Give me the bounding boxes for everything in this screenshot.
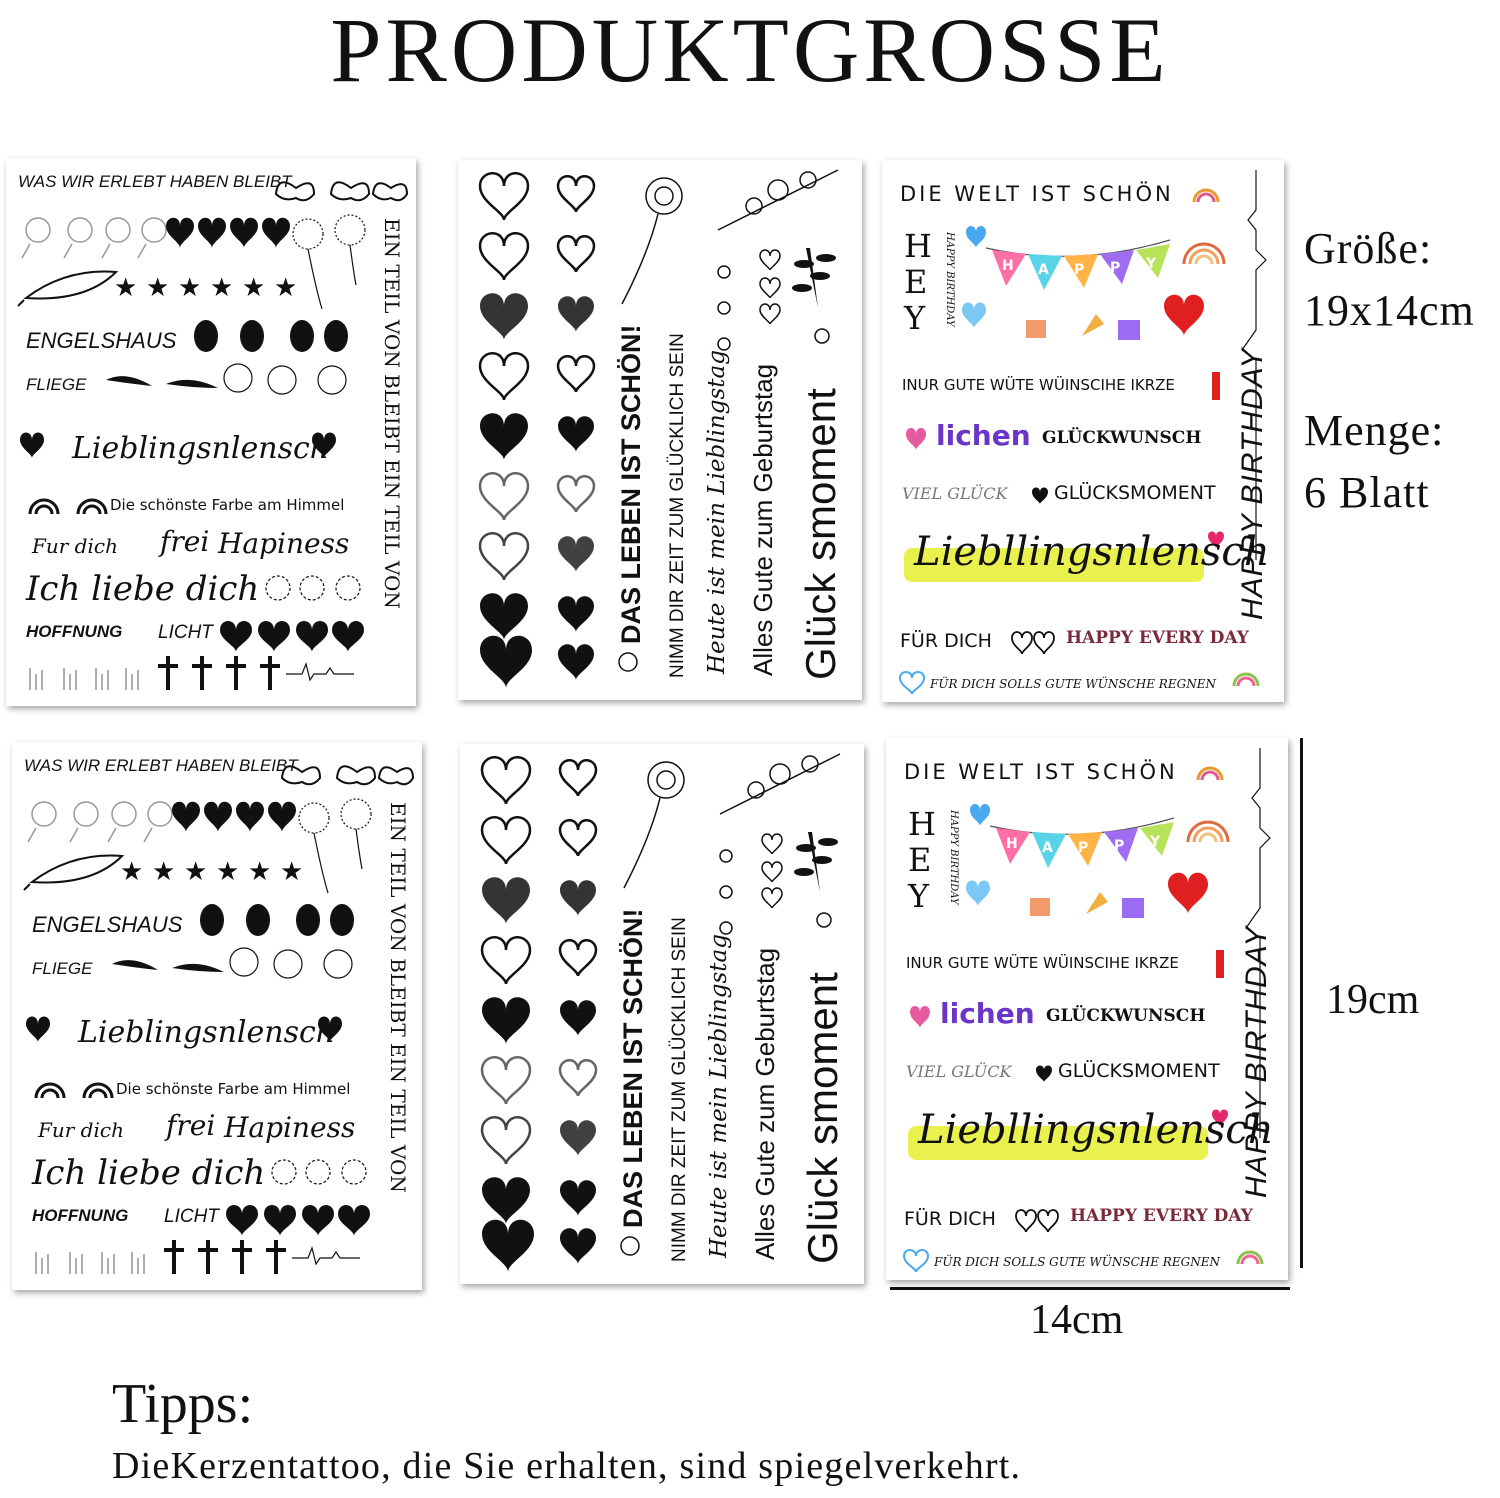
heart-outline-icon — [904, 1250, 928, 1272]
svg-text:★: ★ — [216, 857, 240, 887]
hey-letter: E — [908, 841, 932, 879]
sheet-text: VIEL GLÜCK — [902, 484, 1008, 503]
banner-letter: P — [1114, 838, 1125, 854]
hey-letter: H — [904, 227, 932, 265]
butterfly-icon — [276, 182, 407, 200]
sheet-vertical-text: Alles Gute zum Geburtstag — [750, 947, 780, 1260]
sheet-text: FLIEGE — [26, 375, 87, 394]
quantity-info — [1304, 400, 1444, 524]
grass-icon — [30, 668, 138, 690]
heart-icon — [906, 428, 926, 450]
leaf-branch-icon — [792, 248, 836, 308]
rose-icon — [624, 762, 684, 888]
sheet-text: VIEL GLÜCK — [906, 1062, 1012, 1081]
sheet-text: Fur dich — [38, 1118, 124, 1142]
cross-icon — [164, 1240, 286, 1274]
heart-icon — [1032, 488, 1048, 505]
sheet-text: Ich liebe dich — [32, 1153, 266, 1193]
bird-icon — [106, 376, 218, 388]
banner-letter: P — [1074, 262, 1085, 278]
sheet-text: Lieblingsnlensch — [72, 431, 330, 466]
sheet-vertical-text: Alles Gute zum Geburtstag — [748, 363, 778, 676]
rose-icon — [622, 178, 682, 304]
sheet-text: GLÜCKWUNSCH — [1046, 1006, 1206, 1026]
heart-icon — [480, 293, 594, 688]
sheet-text: GLÜCKSMOMENT — [1058, 1060, 1220, 1082]
sheet-text: GLÜCKSMOMENT — [1054, 482, 1216, 504]
banner-letter: Y — [1150, 834, 1161, 850]
sheet-text: frei — [160, 525, 210, 558]
sheet-vertical-text: Glück smoment — [799, 972, 846, 1264]
sheet-text: HOFFNUNG — [32, 1206, 129, 1225]
feather-icon — [18, 272, 116, 306]
svg-text:★: ★ — [120, 857, 144, 887]
size-value: 19x14cm — [1304, 286, 1475, 335]
heart-outline-icon — [1012, 632, 1054, 654]
rose-icon — [28, 802, 172, 842]
sheet-text: GLÜCKWUNSCH — [1042, 428, 1202, 448]
firework-icon — [266, 576, 360, 600]
tattoo-sheet-hearts-quotes — [460, 744, 864, 1284]
heartbeat-icon — [286, 664, 354, 680]
tattoo-sheet-hearts-quotes — [458, 160, 862, 700]
rainbow-icon — [30, 500, 106, 514]
party-popper-icon — [1082, 314, 1104, 336]
hey-stack — [908, 806, 938, 914]
svg-text:★: ★ — [248, 857, 272, 887]
sheet-text: frei — [166, 1109, 216, 1142]
banner-letter: P — [1110, 260, 1121, 276]
banner-letter: P — [1078, 840, 1089, 856]
sheet-text: lichen — [936, 419, 1031, 452]
heart-icon — [220, 621, 364, 652]
heart-outline-icon — [760, 250, 780, 324]
sheet-vertical-text: DAS LEBEN IST SCHÖN! — [616, 324, 646, 644]
height-label: 19cm — [1326, 977, 1420, 1023]
sheet-text: FÜR DICH — [900, 630, 992, 652]
width-dimension-line — [890, 1287, 1290, 1290]
sheet-text: ENGELSHAUS — [32, 912, 183, 937]
svg-text:★: ★ — [146, 273, 170, 303]
sheet-text: FLIEGE — [32, 959, 93, 978]
heart-icon — [970, 804, 990, 826]
sheet-vertical-text: Glück smoment — [797, 388, 844, 680]
rose-icon — [22, 218, 166, 258]
tips-text: DieKerzentattoo, die Sie erhalten, sind spiegelverkehrt. — [112, 1445, 1022, 1487]
heart-icon — [1164, 295, 1204, 336]
heart-icon — [910, 1006, 930, 1028]
quantity-label: Menge: — [1304, 406, 1445, 455]
hey-letter: Y — [908, 877, 930, 915]
gift-icon — [1118, 320, 1140, 340]
sheet-vertical-text: DAS LEBEN IST SCHÖN! — [618, 908, 648, 1228]
sheet-vertical-text: HAPPY BIRTHDAY — [944, 232, 955, 327]
sheet-text: WAS WIR ERLEBT HABEN BLEIBT — [24, 756, 298, 775]
flower-branch-icon — [720, 754, 840, 814]
party-popper-icon — [1086, 892, 1108, 914]
height-dimension-line — [1300, 738, 1303, 1268]
sheet-text: lichen — [940, 997, 1035, 1030]
banner-letter: Y — [1146, 256, 1157, 272]
dandelion-icon — [293, 215, 365, 309]
tattoo-sheet-color-birthday — [882, 160, 1284, 702]
cross-icon — [158, 656, 280, 690]
banner-letter: A — [1038, 262, 1049, 278]
sheet-vertical-text: NIMM DIR ZEIT ZUM GLÜCKLICH SEIN — [667, 333, 688, 678]
gift-icon — [1030, 898, 1050, 916]
svg-text:★: ★ — [274, 273, 298, 303]
sheet-vertical-text: EIN TEIL VON BLEIBT EIN TEIL VON — [380, 218, 404, 609]
sheet-vertical-text: HAPPY BIRTHDAY — [948, 810, 959, 905]
butterfly-icon — [282, 766, 413, 784]
hey-letter: Y — [904, 299, 926, 337]
heartbeat-icon — [292, 1248, 360, 1264]
page-title: PRODUKTGROSSE — [330, 0, 1170, 101]
sheet-text: HAPPY EVERY DAY — [1066, 628, 1249, 648]
sheet-text: INUR GUTE WÜTE WÜINSCIHE IKRZE — [902, 376, 1175, 394]
banner-letter: H — [1006, 836, 1018, 852]
quantity-value: 6 Blatt — [1304, 468, 1430, 517]
gift-icon — [1026, 320, 1046, 338]
svg-text:★: ★ — [114, 273, 138, 303]
star-icon — [114, 273, 297, 303]
banner-letter: H — [1002, 258, 1014, 274]
heart-icon — [226, 1205, 370, 1236]
svg-text:★: ★ — [280, 857, 304, 887]
sheet-text: FÜR DICH SOLLS GUTE WÜNSCHE REGNEN — [930, 677, 1216, 691]
sheet-text: ENGELSHAUS — [26, 328, 177, 353]
flower-branch-icon — [718, 170, 838, 230]
sheet-text: Liebllingsnlensch — [918, 1107, 1274, 1153]
feather-icon — [24, 856, 122, 890]
sheet-text: Ich liebe dich — [26, 569, 260, 609]
sheet-text: INUR GUTE WÜTE WÜINSCIHE IKRZE — [906, 954, 1179, 972]
svg-text:★: ★ — [152, 857, 176, 887]
tattoo-sheet-text-symbols — [12, 742, 422, 1290]
svg-text:★: ★ — [210, 273, 234, 303]
angel-icon — [200, 904, 354, 936]
sheet-text: DIE WELT IST SCHÖN — [900, 182, 1174, 206]
hey-letter: E — [904, 263, 928, 301]
sheet-text: Hapiness — [218, 527, 350, 560]
candle-icon — [1212, 372, 1220, 400]
heart-icon — [172, 802, 296, 832]
sheet-text: DIE WELT IST SCHÖN — [904, 760, 1178, 784]
sheet-text: Die schönste Farbe am Himmel — [116, 1080, 351, 1098]
tips-heading: Tipps: — [112, 1373, 254, 1435]
sheet-text: LICHT — [164, 1206, 219, 1227]
grass-icon — [36, 1252, 144, 1274]
sheet-vertical-text: NIMM DIR ZEIT ZUM GLÜCKLICH SEIN — [669, 917, 690, 1262]
heart-icon — [962, 303, 986, 329]
heart-icon — [482, 877, 596, 1272]
heart-icon — [966, 226, 986, 248]
heart-outline-icon — [900, 672, 924, 694]
sheet-vertical-text: Heute ist mein Lieblingstag — [706, 934, 732, 1258]
leaf-branch-icon — [794, 832, 838, 892]
sheet-text: HOFFNUNG — [26, 622, 123, 641]
rainbow-icon — [36, 1084, 112, 1098]
size-info — [1304, 218, 1475, 342]
sheet-vertical-text: HAPPY BIRTHDAY — [1236, 347, 1269, 620]
sheet-text: Liebllingsnlensch — [914, 529, 1270, 575]
bird-icon — [112, 960, 224, 972]
sheet-text: Fur dich — [32, 534, 118, 558]
tattoo-sheet-color-birthday — [886, 738, 1288, 1280]
candle-icon — [1216, 950, 1224, 978]
sheet-text: FÜR DICH SOLLS GUTE WÜNSCHE REGNEN — [934, 1255, 1220, 1269]
heart-icon — [1036, 1066, 1052, 1083]
svg-text:★: ★ — [184, 857, 208, 887]
cherub-icon — [230, 948, 352, 978]
angel-icon — [194, 320, 348, 352]
sheet-text: Hapiness — [224, 1111, 356, 1144]
sheet-text: FÜR DICH — [904, 1208, 996, 1230]
star-icon — [120, 857, 303, 887]
gift-icon — [1122, 898, 1144, 918]
heart-outline-icon — [1016, 1210, 1058, 1232]
sheet-text: LICHT — [158, 622, 213, 643]
banner-letter: A — [1042, 840, 1053, 856]
svg-text:★: ★ — [242, 273, 266, 303]
firework-icon — [272, 1160, 366, 1184]
sheet-text: WAS WIR ERLEBT HABEN BLEIBT — [18, 172, 292, 191]
sheet-vertical-text: Heute ist mein Lieblingstag — [704, 350, 730, 674]
hey-letter: H — [908, 805, 936, 843]
heart-icon — [1168, 873, 1208, 914]
sheet-vertical-text: HAPPY BIRTHDAY — [1240, 925, 1273, 1198]
tattoo-sheet-text-symbols — [6, 158, 416, 706]
sheet-vertical-text: EIN TEIL VON BLEIBT EIN TEIL VON — [386, 802, 410, 1193]
cherub-icon — [224, 364, 346, 394]
size-label: Größe: — [1304, 224, 1433, 273]
heart-icon — [480, 173, 594, 580]
hey-stack — [904, 228, 934, 336]
sheet-text: Die schönste Farbe am Himmel — [110, 496, 345, 514]
svg-text:★: ★ — [178, 273, 202, 303]
dandelion-icon — [299, 799, 371, 893]
width-label: 14cm — [1030, 1297, 1124, 1343]
heart-outline-icon — [762, 834, 782, 908]
sheet-text: HAPPY EVERY DAY — [1070, 1206, 1253, 1226]
heart-icon — [482, 757, 596, 1164]
heart-icon — [166, 218, 290, 248]
sheet-text: Lieblingsnlensch — [78, 1015, 336, 1050]
heart-icon — [966, 881, 990, 907]
